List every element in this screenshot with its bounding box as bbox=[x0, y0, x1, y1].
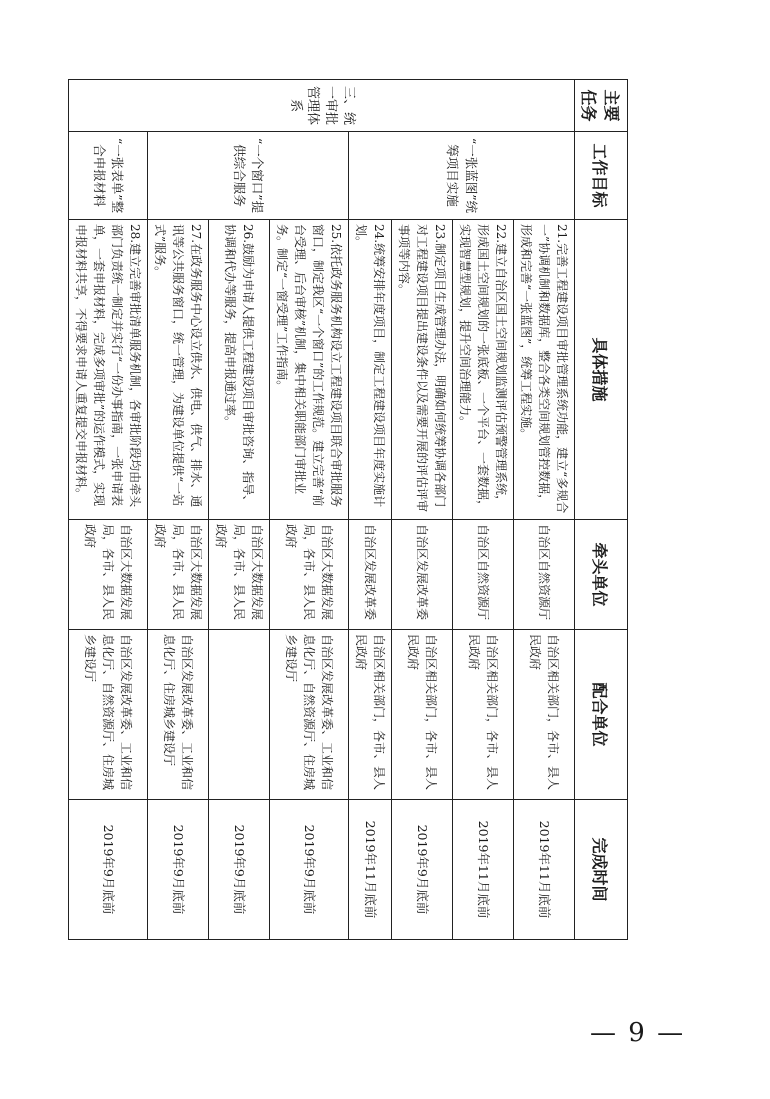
table-header-row bbox=[575, 80, 628, 940]
time-cell: 2019年9月底前 bbox=[209, 800, 270, 940]
table-row bbox=[270, 80, 349, 940]
time-cell: 2019年11月底前 bbox=[453, 800, 514, 940]
header-task: 主要任务 bbox=[575, 80, 628, 132]
work-plan-table bbox=[68, 79, 628, 940]
lead-cell: 自治区自然资源厅 bbox=[453, 520, 514, 630]
lead-cell: 自治区大数据发展局，各市、县人民政府 bbox=[209, 520, 270, 630]
coop-cell: 自治区相关部门，各市、县人民政府 bbox=[349, 630, 392, 800]
measure-cell: 22.建立自治区国土空间规划监测评估预警管理系统，形成国土空间规划的一张底板、一个平台、一套数据，实现智慧型规划，提升空间治理能力。 bbox=[453, 220, 514, 520]
coop-cell bbox=[209, 630, 270, 800]
measure-cell: 28.建立完善审批清单服务机制，各审批阶段均由牵头部门负责统一制定并实行“一份办事指南，一张申请表单，一套申报材料，完成多项审批”的运作模式，实现申报材料共享，不得要求申请人重复提交申报材料。 bbox=[69, 220, 148, 520]
coop-cell: 自治区发展改革委、工业和信息化厅、自然资源厅、住房城乡建设厅 bbox=[270, 630, 349, 800]
lead-cell: 自治区自然资源厅 bbox=[514, 520, 575, 630]
table-row bbox=[69, 80, 148, 940]
goal-cell: “一张表单”整合申报材料 bbox=[69, 132, 148, 220]
measure-cell: 26.鼓励为申请人提供工程建设项目审批咨询、指导、协调和代办等服务，提高申报通过率。 bbox=[209, 220, 270, 520]
time-cell: 2019年9月底前 bbox=[270, 800, 349, 940]
time-cell: 2019年11月底前 bbox=[514, 800, 575, 940]
coop-cell: 自治区发展改革委、工业和信息化厅、自然资源厅、住房城乡建设厅 bbox=[69, 630, 148, 800]
header-time: 完成时间 bbox=[575, 800, 628, 940]
measure-cell: 21.完善工程建设项目审批管理系统功能，建立“多规合一”协调机制和数据库，整合各类空间规划管控数据，形成和完善“一张蓝图”，统筹工程实施。 bbox=[514, 220, 575, 520]
header-goal: 工作目标 bbox=[575, 132, 628, 220]
time-cell: 2019年11月底前 bbox=[349, 800, 392, 940]
coop-cell: 自治区相关部门，各市、县人民政府 bbox=[392, 630, 453, 800]
header-measure: 具体措施 bbox=[575, 220, 628, 520]
goal-cell: “一个窗口”提供综合服务 bbox=[148, 132, 349, 220]
coop-cell: 自治区发展改革委、工业和信息化厅、住房城乡建设厅 bbox=[148, 630, 209, 800]
goal-cell: “一张蓝图”统筹项目实施 bbox=[349, 132, 575, 220]
measure-cell: 27.在政务服务中心设立供水、供电、供气、排水、通讯等公共服务窗口，统一管理，为建设单位提供“一站式”服务。 bbox=[148, 220, 209, 520]
header-coop: 配合单位 bbox=[575, 630, 628, 800]
table-row bbox=[514, 80, 575, 940]
lead-cell: 自治区大数据发展局，各市、县人民政府 bbox=[69, 520, 148, 630]
measure-cell: 24.统筹安排年度项目，制定工程建设项目年度实施计划。 bbox=[349, 220, 392, 520]
time-cell: 2019年9月底前 bbox=[148, 800, 209, 940]
task-cell: 三、统一审批管理体系 bbox=[69, 80, 575, 132]
header-lead: 牵头单位 bbox=[575, 520, 628, 630]
lead-cell: 自治区大数据发展局，各市、县人民政府 bbox=[270, 520, 349, 630]
rotated-table-container bbox=[74, 79, 628, 939]
lead-cell: 自治区大数据发展局，各市、县人民政府 bbox=[148, 520, 209, 630]
lead-cell: 自治区发展改革委 bbox=[392, 520, 453, 630]
page-number: — 9 — bbox=[590, 1018, 686, 1048]
lead-cell: 自治区发展改革委 bbox=[349, 520, 392, 630]
measure-cell: 25.依托政务服务机构设立工程建设项目联合审批服务窗口，制定我区“一个窗口”的工作规范。建立完善“前台受理、后台审核”机制，集中相关职能部门审批业务。制定“一窗受理”工作指南。 bbox=[270, 220, 349, 520]
time-cell: 2019年9月底前 bbox=[392, 800, 453, 940]
coop-cell: 自治区相关部门，各市、县人民政府 bbox=[453, 630, 514, 800]
time-cell: 2019年9月底前 bbox=[69, 800, 148, 940]
measure-cell: 23.制定项目生成管理办法，明确如何统筹协调各部门对工程建设项目提出建设条件以及需要开展的评估评审事项等内容。 bbox=[392, 220, 453, 520]
coop-cell: 自治区相关部门，各市、县人民政府 bbox=[514, 630, 575, 800]
